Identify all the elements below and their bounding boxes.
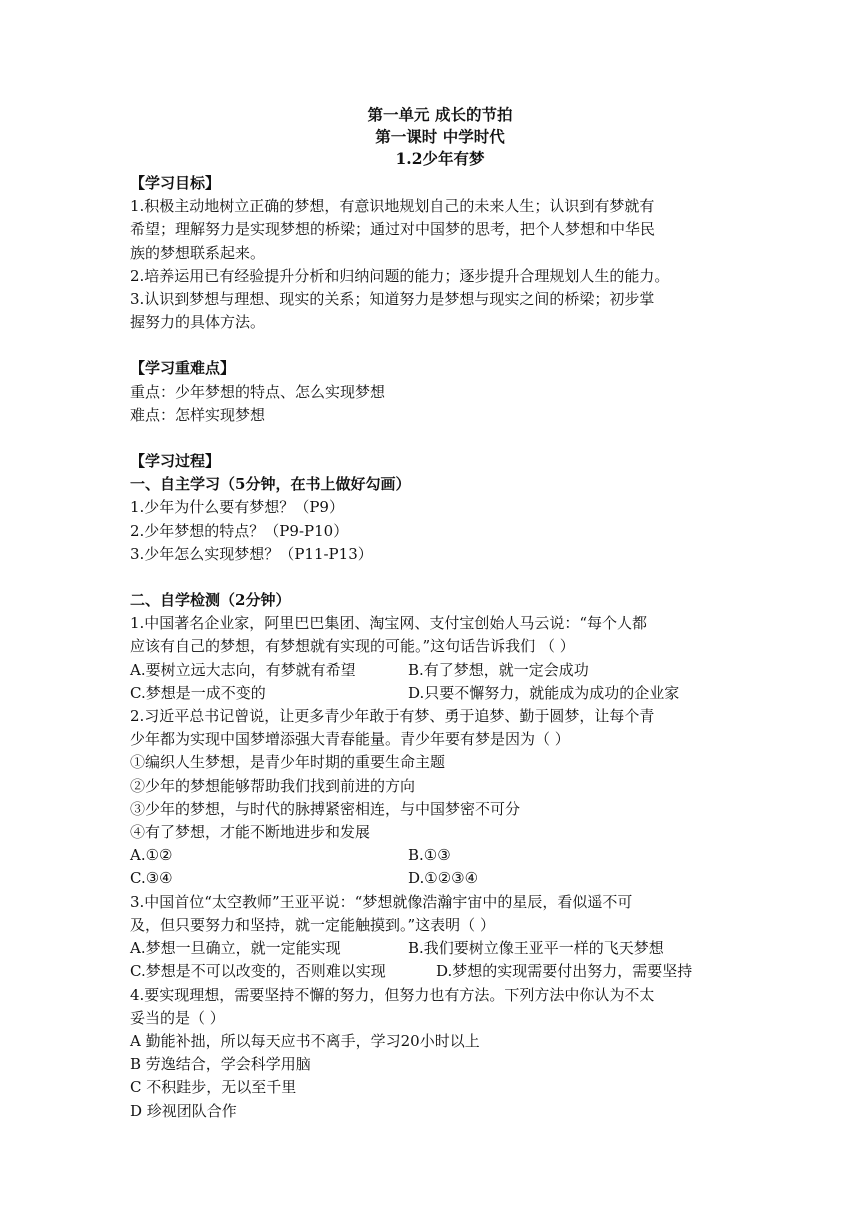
objective-line: 希望；理解努力是实现梦想的桥梁；通过对中国梦的思考，把个人梦想和中华民 bbox=[130, 220, 656, 239]
worksheet-page bbox=[130, 104, 750, 1123]
statement-line: ④有了梦想，才能不断地进步和发展 bbox=[130, 823, 371, 842]
keypoints-section bbox=[130, 357, 750, 427]
objective-line: 握努力的具体方法。 bbox=[130, 313, 266, 332]
self-study-item: 2.少年梦想的特点？（P9-P10） bbox=[130, 521, 349, 540]
option-row bbox=[130, 960, 750, 983]
option-c[interactable]: C.梦想是不可以改变的，否则难以实现 bbox=[130, 962, 386, 981]
option-b[interactable]: B 劳逸结合，学会科学用脑 bbox=[130, 1055, 311, 1074]
question-line: 4.要实现理想，需要坚持不懈的努力，但努力也有方法。下列方法中你认为不太 bbox=[130, 985, 655, 1004]
question-line: 及，但只要努力和坚持，就一定能触摸到。”这表明（ ） bbox=[130, 915, 495, 934]
self-check-heading: 二、自学检测（2分钟） bbox=[130, 591, 291, 610]
keypoints-heading: 【学习重难点】 bbox=[130, 359, 236, 378]
spacer bbox=[130, 427, 750, 450]
objective-line: 族的梦想联系起来。 bbox=[130, 243, 266, 262]
self-study-item: 3.少年怎么实现梦想？（P11-P13） bbox=[130, 544, 373, 563]
process-section bbox=[130, 450, 750, 1123]
question-4 bbox=[130, 984, 750, 1123]
option-row bbox=[130, 682, 750, 705]
option-b[interactable]: B.我们要树立像王亚平一样的飞天梦想 bbox=[408, 939, 664, 958]
question-line: 2.习近平总书记曾说，让更多青少年敢于有梦、勇于追梦、勤于圆梦，让每个青 bbox=[130, 707, 655, 726]
option-row bbox=[130, 937, 750, 960]
question-line: 1.中国著名企业家，阿里巴巴集团、淘宝网、支付宝创始人马云说：“每个人都 bbox=[130, 614, 647, 633]
question-line: 妥当的是（ ） bbox=[130, 1008, 225, 1027]
option-a[interactable]: A.要树立远大志向，有梦就有希望 bbox=[130, 660, 356, 679]
option-b[interactable]: B.①③ bbox=[408, 846, 451, 865]
option-c[interactable]: C.梦想是一成不变的 bbox=[130, 683, 266, 702]
option-a[interactable]: A.梦想一旦确立，就一定能实现 bbox=[130, 939, 341, 958]
focus-line: 重点：少年梦想的特点、怎么实现梦想 bbox=[130, 382, 386, 401]
question-2 bbox=[130, 705, 750, 891]
option-d[interactable]: D.①②③④ bbox=[408, 869, 479, 888]
option-row bbox=[130, 659, 750, 682]
question-line: 3.中国首位“太空教师”王亚平说：“梦想就像浩瀚宇宙中的星辰，看似遥不可 bbox=[130, 892, 633, 911]
question-3 bbox=[130, 891, 750, 984]
self-study-item: 1.少年为什么要有梦想？（P9） bbox=[130, 498, 344, 517]
spacer bbox=[130, 334, 750, 357]
option-a[interactable]: A 勤能补拙，所以每天应书不离手，学习20小时以上 bbox=[130, 1031, 480, 1050]
spacer bbox=[130, 566, 750, 589]
option-b[interactable]: B.有了梦想，就一定会成功 bbox=[408, 660, 589, 679]
lesson-title: 第一课时 中学时代 bbox=[375, 127, 505, 146]
option-c[interactable]: C.③④ bbox=[130, 869, 173, 888]
question-line: 少年都为实现中国梦增添强大青春能量。青少年要有梦是因为（ ） bbox=[130, 730, 570, 749]
objective-line: 1.积极主动地树立正确的梦想，有意识地规划自己的未来人生；认识到有梦就有 bbox=[130, 197, 655, 216]
option-a[interactable]: A.①② bbox=[130, 846, 173, 865]
objective-line: 3.认识到梦想与理想、现实的关系；知道努力是梦想与现实之间的桥梁；初步掌 bbox=[130, 290, 655, 309]
option-row bbox=[130, 844, 750, 867]
objective-line: 2.培养运用已有经验提升分析和归纳问题的能力；逐步提升合理规划人生的能力。 bbox=[130, 266, 670, 285]
statement-line: ③少年的梦想，与时代的脉搏紧密相连，与中国梦密不可分 bbox=[130, 799, 521, 818]
option-d[interactable]: D.只要不懈努力，就能成为成功的企业家 bbox=[408, 683, 680, 702]
question-line: 应该有自己的梦想，有梦想就有实现的可能。”这句话告诉我们 （ ） bbox=[130, 637, 575, 656]
difficulty-line: 难点：怎样实现梦想 bbox=[130, 405, 266, 424]
title-block bbox=[130, 104, 750, 170]
objectives-section bbox=[130, 172, 750, 334]
option-row bbox=[130, 867, 750, 890]
option-d[interactable]: D 珍视团队合作 bbox=[130, 1101, 237, 1120]
statement-line: ①编织人生梦想，是青少年时期的重要生命主题 bbox=[130, 753, 446, 772]
objectives-heading: 【学习目标】 bbox=[130, 174, 221, 192]
option-d[interactable]: D.梦想的实现需要付出努力，需要坚持 bbox=[436, 962, 693, 981]
unit-title: 第一单元 成长的节拍 bbox=[367, 105, 513, 124]
statement-line: ②少年的梦想能够帮助我们找到前进的方向 bbox=[130, 776, 416, 795]
topic-title: 1.2少年有梦 bbox=[395, 149, 485, 168]
question-1 bbox=[130, 612, 750, 705]
self-study-heading: 一、自主学习（5分钟，在书上做好勾画） bbox=[130, 475, 411, 494]
process-heading: 【学习过程】 bbox=[130, 452, 221, 471]
option-c[interactable]: C 不积跬步，无以至千里 bbox=[130, 1078, 297, 1097]
